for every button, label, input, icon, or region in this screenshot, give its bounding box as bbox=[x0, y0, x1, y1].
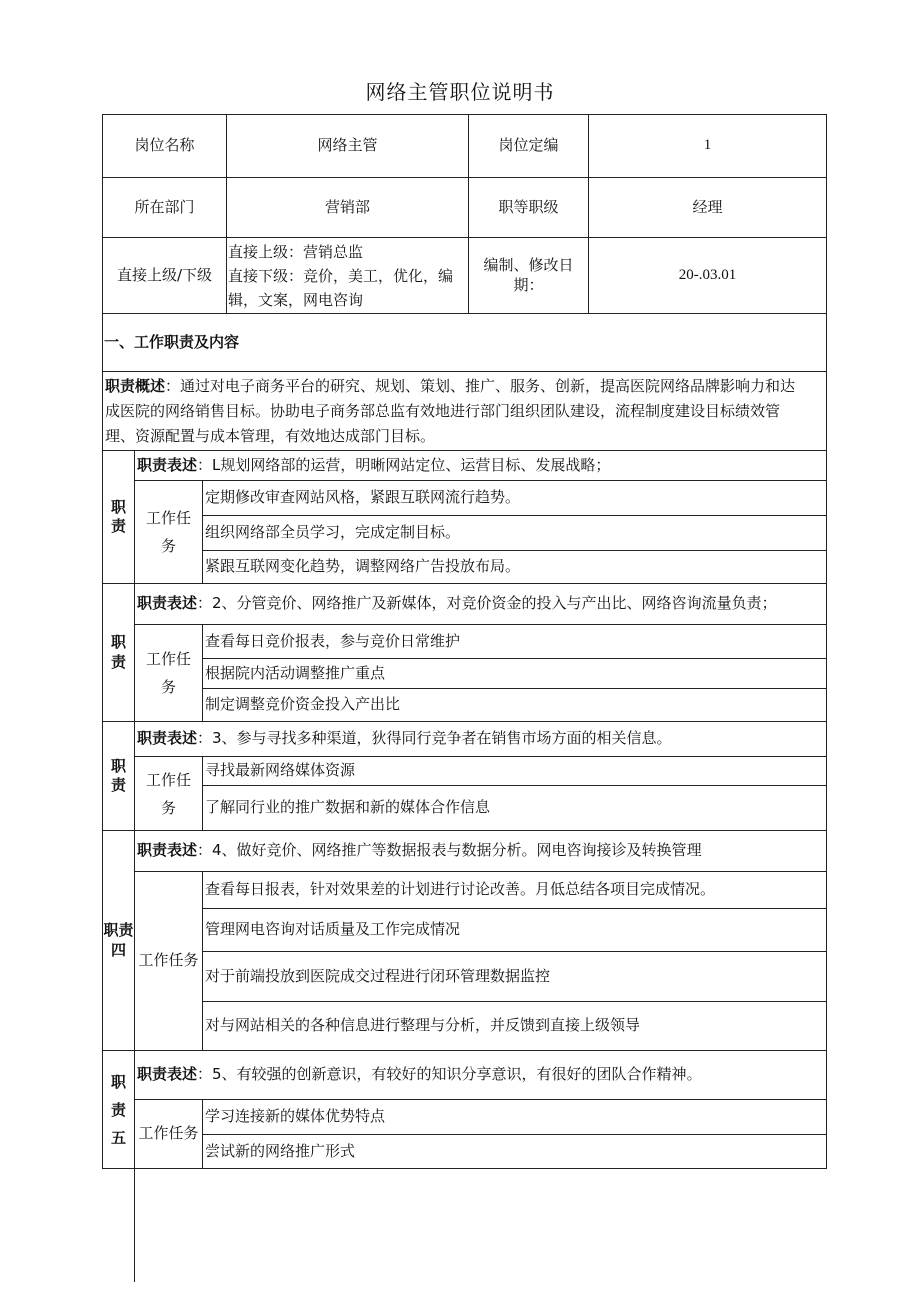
document-title: 网络主管职位说明书 bbox=[365, 80, 555, 104]
duty-5-side-label: 职 责 五 bbox=[110, 1072, 126, 1147]
duty-5-desc: 职责表述 ：5、有较强的创新意识，有较好的知识分享意识，有很好的团队合作精神。 bbox=[137, 1065, 702, 1084]
rank-label: 职等职级 bbox=[498, 197, 559, 216]
duty-1-side-label: 职 责 bbox=[110, 497, 126, 535]
duty-3-task-label: 工作任 务 bbox=[145, 770, 191, 817]
edit-date-label: 编制、修改日 期： bbox=[483, 256, 574, 294]
duty-5-task: 尝试新的网络推广形式 bbox=[205, 1141, 356, 1160]
duty-1-task: 紧跟互联网变化趋势，调整网络广告投放布局。 bbox=[205, 557, 521, 576]
dept-label: 所在部门 bbox=[134, 197, 195, 216]
duty-4-desc: 职责表述 ：4、做好竞价、网络推广等数据报表与数据分析。网电咨询接诊及转换管理 bbox=[137, 841, 702, 860]
duty-1-task-label: 工作任 务 bbox=[145, 509, 191, 555]
duty-4-task: 对与网站相关的各种信息进行整理与分析，并反馈到直接上级领导 bbox=[205, 1016, 641, 1035]
post-quota-label: 岗位定编 bbox=[498, 136, 559, 155]
dept-value: 营销部 bbox=[324, 197, 370, 216]
duty-overview: 职责概述：通过对电子商务平台的研究、规划、策划、推广、服务、创新，提高医院网络品牌影响力和达 成医院的网络销售目标。协助电子商务部总监有效地进行部门组织团队建设，流程制度建设目标绩效管 理、资源配置与成本管理，有效地达成部门目标。 bbox=[105, 377, 796, 445]
overview-label: 职责概述 bbox=[105, 377, 166, 395]
subordinate-line: 直接下级：竞价，美工，优化，编 bbox=[228, 267, 454, 285]
duty-4-task: 查看每日报表，针对效果差的计划进行讨论改善。月低总结各项目完成情况。 bbox=[205, 880, 716, 899]
duty-4-task: 对于前端投放到医院成交过程进行闭环管理数据监控 bbox=[205, 966, 551, 985]
subordinate-line-cont: 辑，文案，网电咨询 bbox=[228, 291, 364, 309]
duty-4-side-label: 职责 四 bbox=[103, 921, 134, 959]
duty-3-task: 寻找最新网络媒体资源 bbox=[205, 761, 356, 780]
duty-4-task-label: 工作任务 bbox=[138, 951, 199, 970]
superior-label: 直接上级/下级 bbox=[116, 265, 213, 284]
section-title: 一、工作职责及内容 bbox=[104, 332, 240, 351]
duty-3-side-label: 职 责 bbox=[110, 756, 126, 794]
duty-2-desc: 职责表述 ：2、分管竞价、网络推广及新媒体，对竞价资金的投入与产出比、网络咨询流量负责； bbox=[137, 594, 777, 613]
edit-date-value: 20-.03.01 bbox=[678, 266, 737, 283]
duty-2-task-label: 工作任 务 bbox=[145, 650, 191, 696]
duty-5-task-label: 工作任务 bbox=[138, 1124, 199, 1143]
duty-1-desc: 职责表述 ：L规划网络部的运营，明晰网站定位、运营目标、发展战略； bbox=[137, 455, 611, 474]
duty-2-task: 查看每日竞价报表，参与竞价日常维护 bbox=[205, 631, 461, 650]
superior-line: 直接上级：营销总监 bbox=[228, 243, 364, 261]
duty-5-task: 学习连接新的媒体优势特点 bbox=[205, 1107, 386, 1126]
duty-4-task: 管理网电咨询对话质量及工作完成情况 bbox=[205, 920, 461, 939]
job-description-table bbox=[102, 114, 827, 1169]
duty-3-task: 了解同行业的推广数据和新的媒体合作信息 bbox=[205, 798, 491, 817]
post-quota-value: 1 bbox=[703, 137, 712, 154]
duty-3-desc: 职责表述 ：3、参与寻找多种渠道，狄得同行竞争者在销售市场方面的相关信息。 bbox=[137, 729, 672, 748]
rank-value: 经理 bbox=[692, 197, 723, 216]
duty-1-task: 组织网络部全员学习，完成定制目标。 bbox=[205, 523, 461, 542]
duty-2-task: 根据院内活动调整推广重点 bbox=[205, 663, 386, 682]
duty-2-side-label: 职 责 bbox=[110, 633, 126, 671]
duty-1-task: 定期修改审查网站风格，紧跟互联网流行趋势。 bbox=[205, 487, 521, 506]
post-name-value: 网络主管 bbox=[317, 136, 378, 155]
duty-2-task: 制定调整竞价资金投入产出比 bbox=[205, 695, 401, 714]
superior-info bbox=[228, 240, 466, 312]
post-name-label: 岗位名称 bbox=[134, 136, 195, 155]
